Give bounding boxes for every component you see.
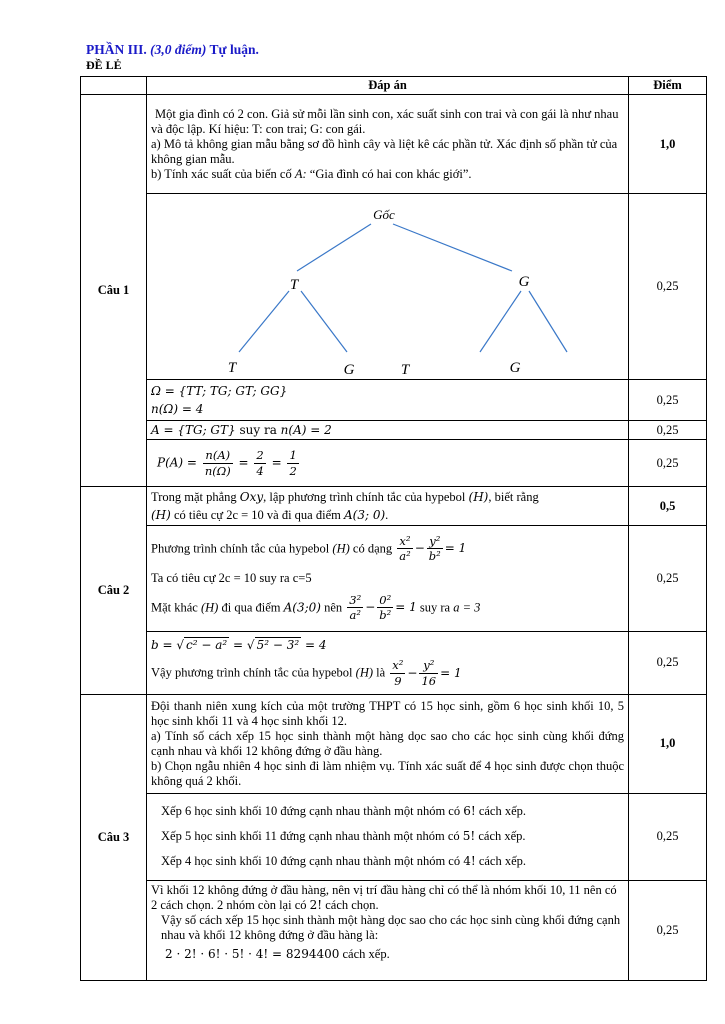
c2s3-aval: a = 3 (453, 600, 481, 615)
c2s1-frac2 (427, 534, 443, 564)
c2s1h: (H) (332, 541, 350, 556)
prob-frac-1 (203, 448, 233, 478)
c2-pd: có tiêu cự 2c = 10 và đi qua điểm (170, 507, 344, 522)
header-empty (81, 77, 147, 95)
node-root: Gốc (373, 207, 395, 222)
edge-g-t (480, 291, 521, 352)
c2-h2: (H) (151, 507, 171, 522)
c3s2v: 5! (462, 829, 476, 843)
cau1-problem-row (81, 95, 707, 194)
c2s3-frac2 (377, 593, 393, 623)
cau3-problem (147, 694, 629, 793)
c3s3b: cách xếp. (475, 854, 527, 868)
c2s3-f1d: a² (349, 608, 361, 623)
cau1-p3b: A: (294, 166, 307, 181)
c2s3pt: A(3;0) (283, 600, 321, 615)
c2b-lhs: b = (151, 637, 173, 652)
cau1-prob-row (81, 440, 707, 487)
node-l2-g2: G (509, 360, 521, 375)
cau2-step-focal: Ta có tiêu cự 2c = 10 suy ra c=5 (151, 570, 312, 585)
cau3-final-text-2: Vậy số cách xếp 15 học sinh thành một hàng dọc sao cho các học sinh cùng khối đứng cạnh nhau và khối 12 không đứng ở đầu hàng là: (161, 912, 621, 942)
cau1-p3c: “Gia đình có hai con khác giới”. (306, 166, 472, 181)
edge-t-t (239, 291, 289, 352)
c2f-f1n: x² (392, 658, 404, 673)
c3t3b: cách xếp. (339, 946, 390, 961)
cau2-problem-line1 (151, 490, 624, 505)
c2s1a: Phương trình chính tắc của hypebol (151, 541, 333, 556)
part-name: Tự luận. (209, 42, 259, 57)
prob-f3-num: 1 (289, 448, 297, 463)
node-l1-g: G (518, 274, 530, 290)
c2s3a: Mặt khác (151, 600, 201, 615)
cau3-final (147, 880, 629, 980)
c2f-b: là (373, 665, 389, 680)
part-heading (86, 42, 259, 58)
cau2-problem-line2 (151, 508, 624, 523)
c3t3a: 2 · 2! · 6! · 5! · 4! = 8294400 (165, 946, 340, 961)
part-title: PHẦN III. (86, 42, 147, 57)
cau2-label: Câu 2 (81, 487, 147, 695)
c2f-frac1 (390, 658, 405, 688)
cau1-points-tree: 0,25 (629, 194, 707, 380)
cau1-problem-text-3 (151, 167, 624, 182)
c2f-f2n: y² (419, 658, 438, 673)
c3s1b: cách xếp. (475, 804, 527, 818)
edge-t-g (301, 291, 347, 352)
c2f-f2d: 16 (421, 673, 437, 688)
c2-pb: , lập phương trình chính tắc của hypebol (263, 489, 469, 504)
cau2-points-final: 0,25 (629, 631, 707, 694)
c2s3-eq: = 1 (395, 600, 417, 615)
c3s2b: cách xếp. (475, 829, 526, 843)
cau1-event-row (81, 421, 707, 440)
cau3-steps (147, 793, 629, 880)
cau3-problem-text-1: Đội thanh niên xung kích của một trường THPT có 15 học sinh, gồm 6 học sinh khối 10, 5 học sinh khối 11 và 4 học sinh khối 12. (151, 698, 624, 728)
c2-oxy: Oxy (239, 489, 264, 504)
cau2-points-problem: 0,5 (629, 487, 707, 526)
c2s1b: có dạng (349, 541, 396, 556)
c2f-frac2 (419, 658, 438, 688)
node-l2-g1: G (343, 362, 355, 375)
cau2-final-row (81, 631, 707, 694)
cau2-b-value: b = √ c² − a² = √ 5² − 3² = 4 (151, 637, 327, 652)
c2f-h: (H) (355, 665, 374, 680)
cau3-final-result (151, 947, 624, 962)
cau3-points-problem: 1,0 (629, 694, 707, 793)
prob-f2-num: 2 (256, 448, 264, 463)
prob-f1-den: n(Ω) (204, 463, 231, 478)
cau2-problem (147, 487, 629, 526)
event-a-mid: suy ra (235, 422, 281, 437)
c3s1a: Xếp 6 học sinh khối 10 đứng cạnh nhau thành một nhóm có (161, 804, 464, 818)
node-l2-t2: T (400, 362, 410, 375)
cau1-points-problem: 1,0 (629, 95, 707, 194)
c2s3b: đi qua điểm (218, 600, 284, 615)
cau2-final-equation: Vậy phương trình chính tắc của hypebol (H) là $\frac{\text{x²}}{9}$ − $\frac{\text{y²}}{16}$ = 1 (151, 658, 462, 688)
prob-f1-num: n(A) (203, 448, 233, 463)
c3s2a: Xếp 5 học sinh khối 11 đứng cạnh nhau thành một nhóm có (161, 829, 463, 843)
cau3-label: Câu 3 (81, 694, 147, 980)
cau3-steps-row (81, 793, 707, 880)
c2s1-f2n: y² (427, 534, 443, 549)
prob-frac-2 (254, 448, 265, 478)
cau1-points-event: 0,25 (629, 421, 707, 440)
sample-space-size: n(Ω) = 4 (151, 402, 204, 416)
prob-f2-den: 4 (256, 463, 264, 478)
c2f-a: Vậy phương trình chính tắc của hypebol (151, 665, 356, 680)
cau3-step-3 (161, 854, 624, 869)
c2f-eq: = 1 (440, 665, 462, 680)
event-a-set: A = {TG; GT} (151, 422, 236, 437)
c3s3v: 4! (463, 854, 476, 868)
c2s3d: suy ra (416, 600, 454, 615)
c3s3a: Xếp 4 học sinh khối 10 đứng cạnh nhau thành một nhóm có (161, 854, 464, 868)
edge-root-t (297, 224, 371, 271)
cau3-problem-text-2: a) Tính số cách xếp 15 học sinh thành một hàng dọc sao cho các học sinh cùng khối đứng cạnh nhau và khối 12 không đứng ở đầu hàng. (151, 728, 624, 758)
cau1-points-prob: 0,25 (629, 440, 707, 487)
cau3-problem-text-3: b) Chọn ngẫu nhiên 4 học sinh đi làm nhiệm vụ. Tính xác suất để 4 học sinh được chọn thuộc không quá 2 khối. (151, 758, 624, 788)
c2-pc: , biết rằng (488, 489, 539, 504)
c2s3-f1n: 3² (349, 592, 362, 607)
cau2-step-form: Phương trình chính tắc của hypebol (H) có dạng $\frac{\text{x²}}{\text{a²}}$ − $\frac{\text{y²}}{\text{b²}}$ = 1 (151, 534, 467, 564)
cau3-final-row (81, 880, 707, 980)
c3t1b: cách chọn. (322, 897, 379, 912)
c2s1-f2d: b² (428, 549, 441, 564)
header-answer: Đáp án (147, 77, 629, 95)
cau1-p3a: b) Tính xác suất của biến cố (151, 166, 295, 181)
event-a-count: n(A) = 2 (280, 422, 332, 437)
cau1-problem-text-1: Một gia đình có 2 con. Giả sử mỗi lần sinh con, xác suất sinh con trai và con gái là như nhau và độc lập. Kí hiệu: T: con trai; G: con gái. (151, 106, 619, 136)
c2s1-f1n: x² (397, 534, 412, 549)
c2b-sq2: 5² − 3² (256, 637, 300, 652)
c2s3-frac1 (347, 593, 363, 623)
table-header-row (81, 77, 707, 95)
cau3-step-2 (161, 829, 624, 844)
prob-frac-3 (287, 448, 298, 478)
cau3-step-1 (161, 804, 624, 819)
cau1-omega-row (81, 380, 707, 421)
cau3-points-final: 0,25 (629, 880, 707, 980)
c2b-sq1: c² − a² (186, 637, 228, 652)
c2b-mid: = (233, 637, 244, 652)
c2-end: . (385, 507, 389, 522)
c2s3-f2n: 0² (377, 593, 393, 608)
part-points: (3,0 điểm) (150, 42, 207, 57)
prob-f3-den: 2 (289, 463, 297, 478)
answer-table (80, 76, 707, 981)
cau3-points-steps: 0,25 (629, 793, 707, 880)
cau2-problem-row (81, 487, 707, 526)
c2s3c: nên (320, 600, 346, 615)
prob-lhs: P(A) = (157, 455, 197, 470)
cau1-points-omega: 0,25 (629, 380, 707, 421)
node-l1-t: T (289, 277, 299, 293)
c3t1a: Vì khối 12 không đứng ở đầu hàng, nên vị trí đầu hàng chỉ có thể là nhóm khối 10, 11 nên có 2 cách chọn. 2 nhóm còn lại có (151, 882, 617, 912)
c2-h: (H) (468, 489, 489, 504)
c3s1v: 6! (463, 804, 476, 818)
c2f-f1d: 9 (394, 673, 402, 688)
c3t1v: 2! (309, 897, 323, 912)
probability-tree-diagram (147, 194, 629, 375)
cau2-step1-row (81, 526, 707, 632)
cau2-steps (147, 526, 629, 632)
c2s1-frac1 (397, 534, 412, 564)
cau1-label: Câu 1 (81, 95, 147, 487)
cau1-problem-text-2: a) Mô tả không gian mẫu bằng sơ đồ hình cây và liệt kê các phần tử. Xác định số phần tử của không gian mẫu. (151, 136, 618, 166)
cau1-tree-cell (147, 194, 629, 380)
sample-space: Ω = {TT; TG; GT; GG} (151, 383, 288, 398)
cau2-step-point: Mặt khác (H) đi qua điểm A(3;0) nên $\frac{\text{3²}}{\text{a²}}$ − $\frac{\text{0²}}{\text{b²}}$ = 1 suy ra a = 3 (151, 592, 481, 623)
cau1-omega (147, 380, 629, 421)
c2-point: A(3; 0) (343, 507, 386, 522)
c2s1-eq: = 1 (444, 541, 467, 556)
cau1-tree-row (81, 194, 707, 380)
cau2-points-steps: 0,25 (629, 526, 707, 632)
cau1-probability: P(A) = $\frac{n(A)}{n(\Omega)}$ = $\frac{2}{4}$ = $\frac{1}{2}$ (147, 440, 629, 487)
edge-g-g (529, 291, 567, 352)
edge-root-g (393, 224, 512, 271)
cau3-problem-row (81, 694, 707, 793)
cau1-event (147, 421, 629, 440)
cau2-final (147, 631, 629, 694)
c2b-rhs: = 4 (304, 637, 327, 652)
header-points: Điểm (629, 77, 707, 95)
cau3-final-text-1 (151, 883, 624, 913)
c2s3h: (H) (200, 600, 219, 615)
exam-variant: ĐỀ LẺ (86, 58, 122, 72)
c2s1-f1d: a² (399, 549, 411, 564)
cau1-problem (147, 95, 629, 194)
c2s3-f2d: b² (379, 608, 392, 623)
c2-pa: Trong mặt phẳng (151, 489, 240, 504)
node-l2-t1: T (227, 360, 237, 375)
